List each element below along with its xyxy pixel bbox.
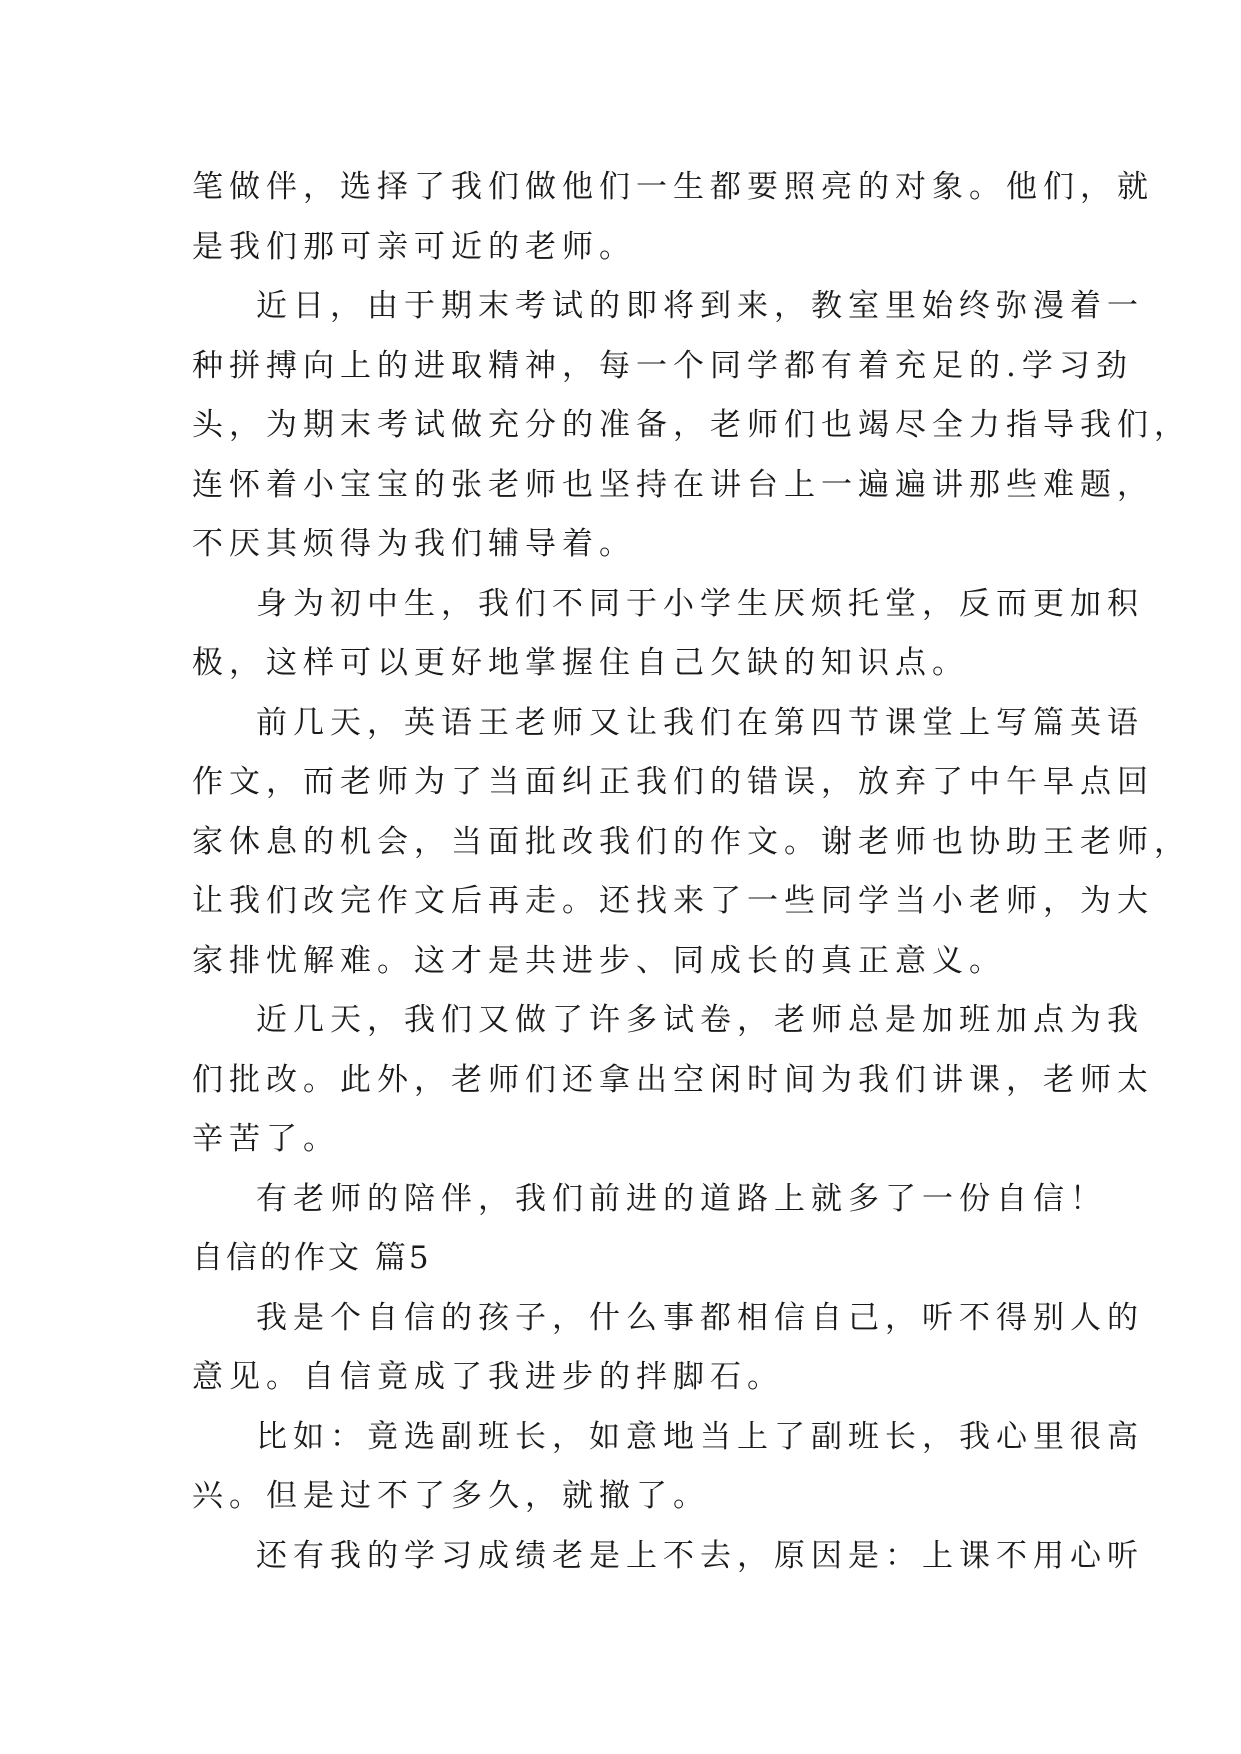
text-line: 作文，而老师为了当面纠正我们的错误，放弃了中午早点回: [192, 764, 1154, 800]
text-line: 家休息的机会，当面批改我们的作文。谢老师也协助王老师，: [192, 823, 1191, 860]
text-line: 兴。但是过不了多久，就撤了。: [192, 1478, 710, 1514]
text-line: 意见。自信竟成了我进步的拌脚石。: [192, 1359, 784, 1395]
text-line: 们批改。此外，老师们还拿出空闲时间为我们讲课，老师太: [192, 1061, 1154, 1098]
text-line: 辛苦了。: [192, 1121, 340, 1157]
text-line: 头，为期末考试做充分的准备，老师们也竭尽全力指导我们，: [192, 407, 1191, 443]
text-line: 极，这样可以更好地掌握住自己欠缺的知识点。: [192, 645, 969, 681]
text-line: 让我们改完作文后再走。还找来了一些同学当小老师，为大: [192, 883, 1154, 919]
text-line: 前几天，英语王老师又让我们在第四节课堂上写篇英语: [256, 704, 1144, 741]
text-line: 身为初中生，我们不同于小学生厌烦托堂，反而更加积: [256, 585, 1144, 622]
text-line: 笔做伴，选择了我们做他们一生都要照亮的对象。他们，就: [192, 169, 1154, 205]
section-heading: 自信的作文 篇5: [192, 1240, 432, 1276]
text-line: 比如：竟选副班长，如意地当上了副班长，我心里很高: [256, 1418, 1144, 1455]
text-line: 近日，由于期末考试的即将到来，教室里始终弥漫着一: [256, 288, 1144, 324]
text-line: 连怀着小宝宝的张老师也坚持在讲台上一遍遍讲那些难题，: [192, 466, 1154, 503]
text-line: 我是个自信的孩子，什么事都相信自己，听不得别人的: [256, 1299, 1144, 1336]
text-line: 近几天，我们又做了许多试卷，老师总是加班加点为我: [256, 1002, 1144, 1038]
text-line: 家排忧解难。这才是共进步、同成长的真正意义。: [192, 942, 1006, 979]
text-line: 是我们那可亲可近的老师。: [192, 228, 636, 265]
text-line: 不厌其烦得为我们辅导着。: [192, 526, 636, 562]
document-body: [192, 158, 1191, 1586]
text-line: 有老师的陪伴，我们前进的道路上就多了一份自信！: [256, 1180, 1107, 1217]
text-line: 种拼搏向上的进取精神，每一个同学都有着充足的.学习劲: [192, 347, 1133, 384]
text-line: 还有我的学习成绩老是上不去，原因是：上课不用心听: [256, 1537, 1144, 1574]
